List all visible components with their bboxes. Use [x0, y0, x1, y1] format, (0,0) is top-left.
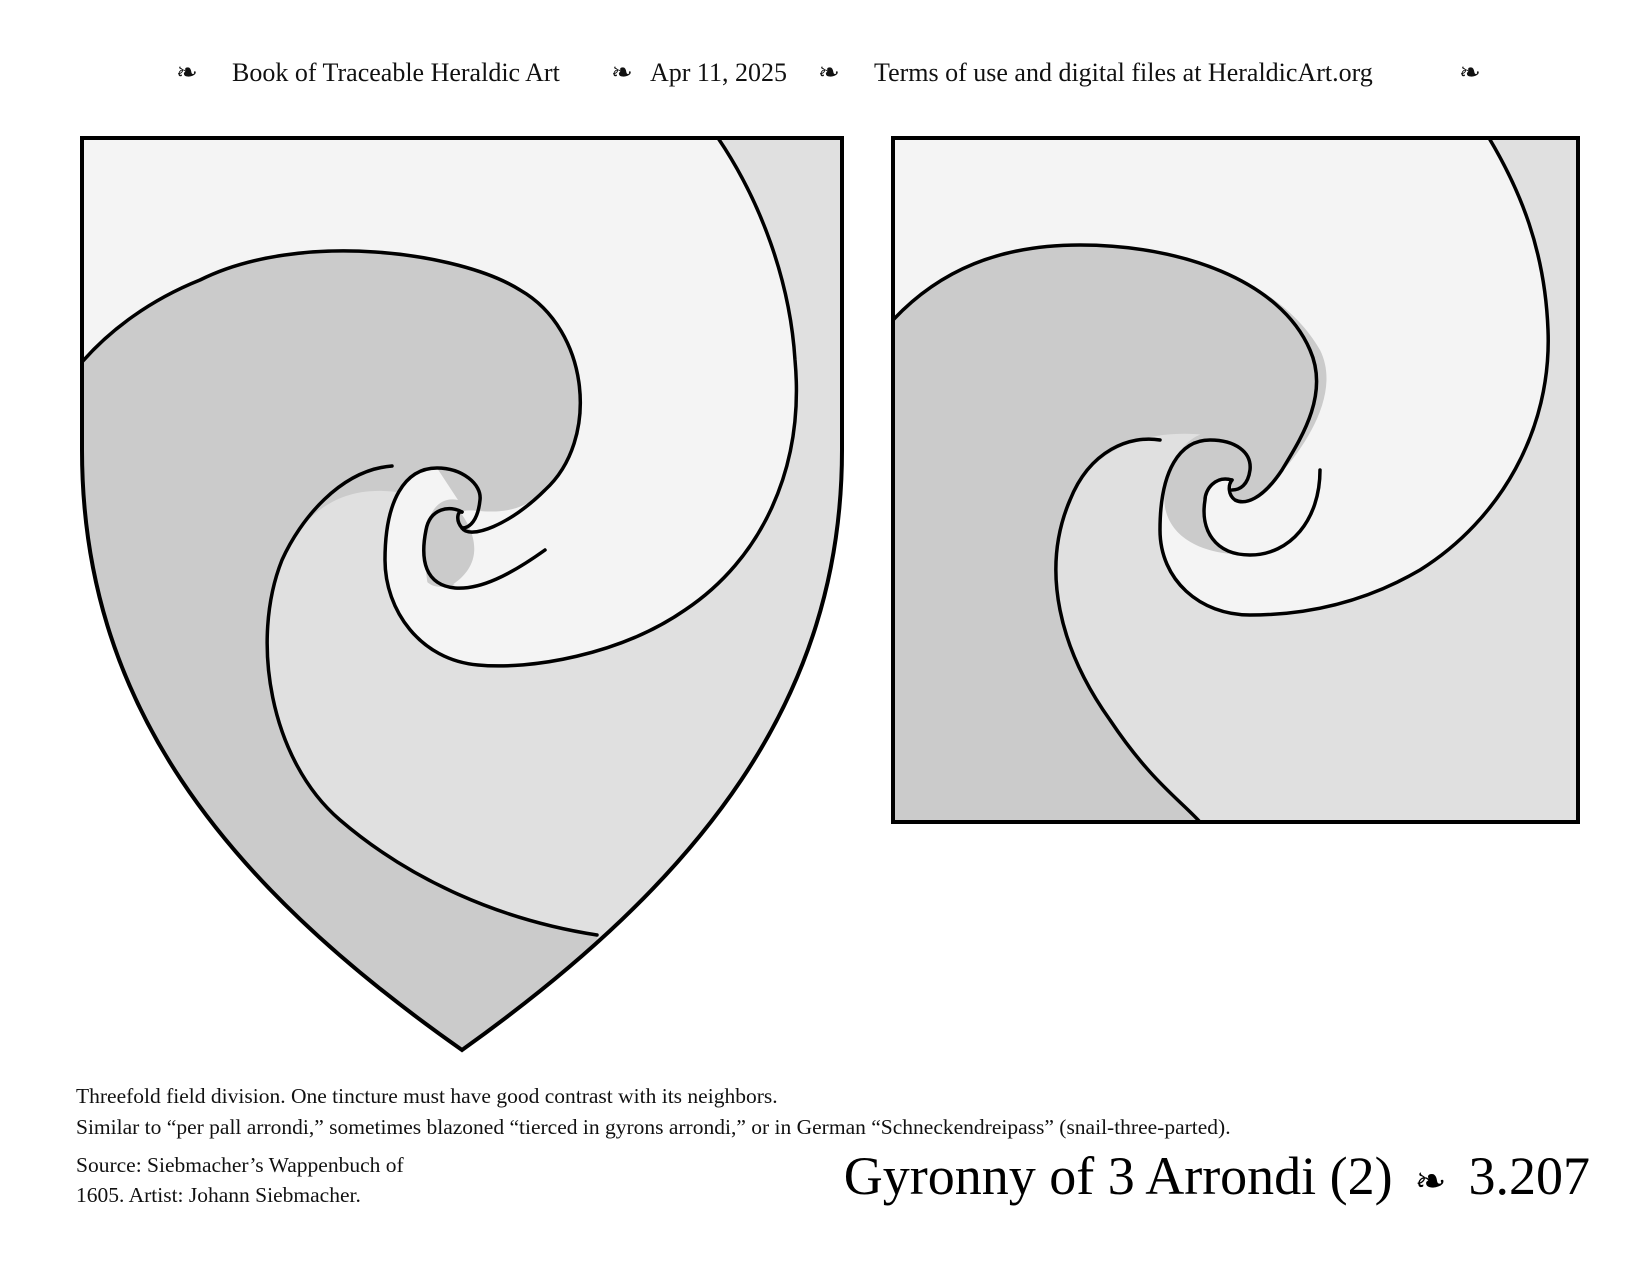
plate-title [844, 1145, 1590, 1207]
square-figure [893, 138, 1578, 822]
description-line-1: Threefold field division. One tincture must have good contrast with its neighbors. [76, 1084, 778, 1108]
header-book-title: Book of Traceable Heraldic Art [232, 58, 560, 87]
header-ornament-1: ❧ [176, 58, 198, 87]
shield-figure [82, 138, 842, 1050]
header-ornament-3: ❧ [818, 58, 840, 87]
source-line-2: 1605. Artist: Johann Siebmacher. [76, 1183, 361, 1207]
header-ornament-2: ❧ [611, 58, 633, 87]
plate-number: 3.207 [1468, 1146, 1590, 1206]
plate-title-ornament: ❧ [1414, 1161, 1447, 1203]
plate-title-text: Gyronny of 3 Arrondi (2) [843, 1146, 1393, 1206]
source-line-1: Source: Siebmacher’s Wappenbuch of [76, 1153, 404, 1177]
header-terms: Terms of use and digital files at HeraldicArt.org [874, 58, 1373, 87]
source-note [76, 1150, 496, 1210]
description-line-2: Similar to “per pall arrondi,” sometimes blazoned “tierced in gyrons arrondi,” or in German “Schneckendreipass” (snail-three-parted). [76, 1115, 1231, 1139]
description [76, 1081, 1476, 1143]
header-date: Apr 11, 2025 [650, 58, 787, 87]
header-ornament-4: ❧ [1459, 58, 1481, 87]
